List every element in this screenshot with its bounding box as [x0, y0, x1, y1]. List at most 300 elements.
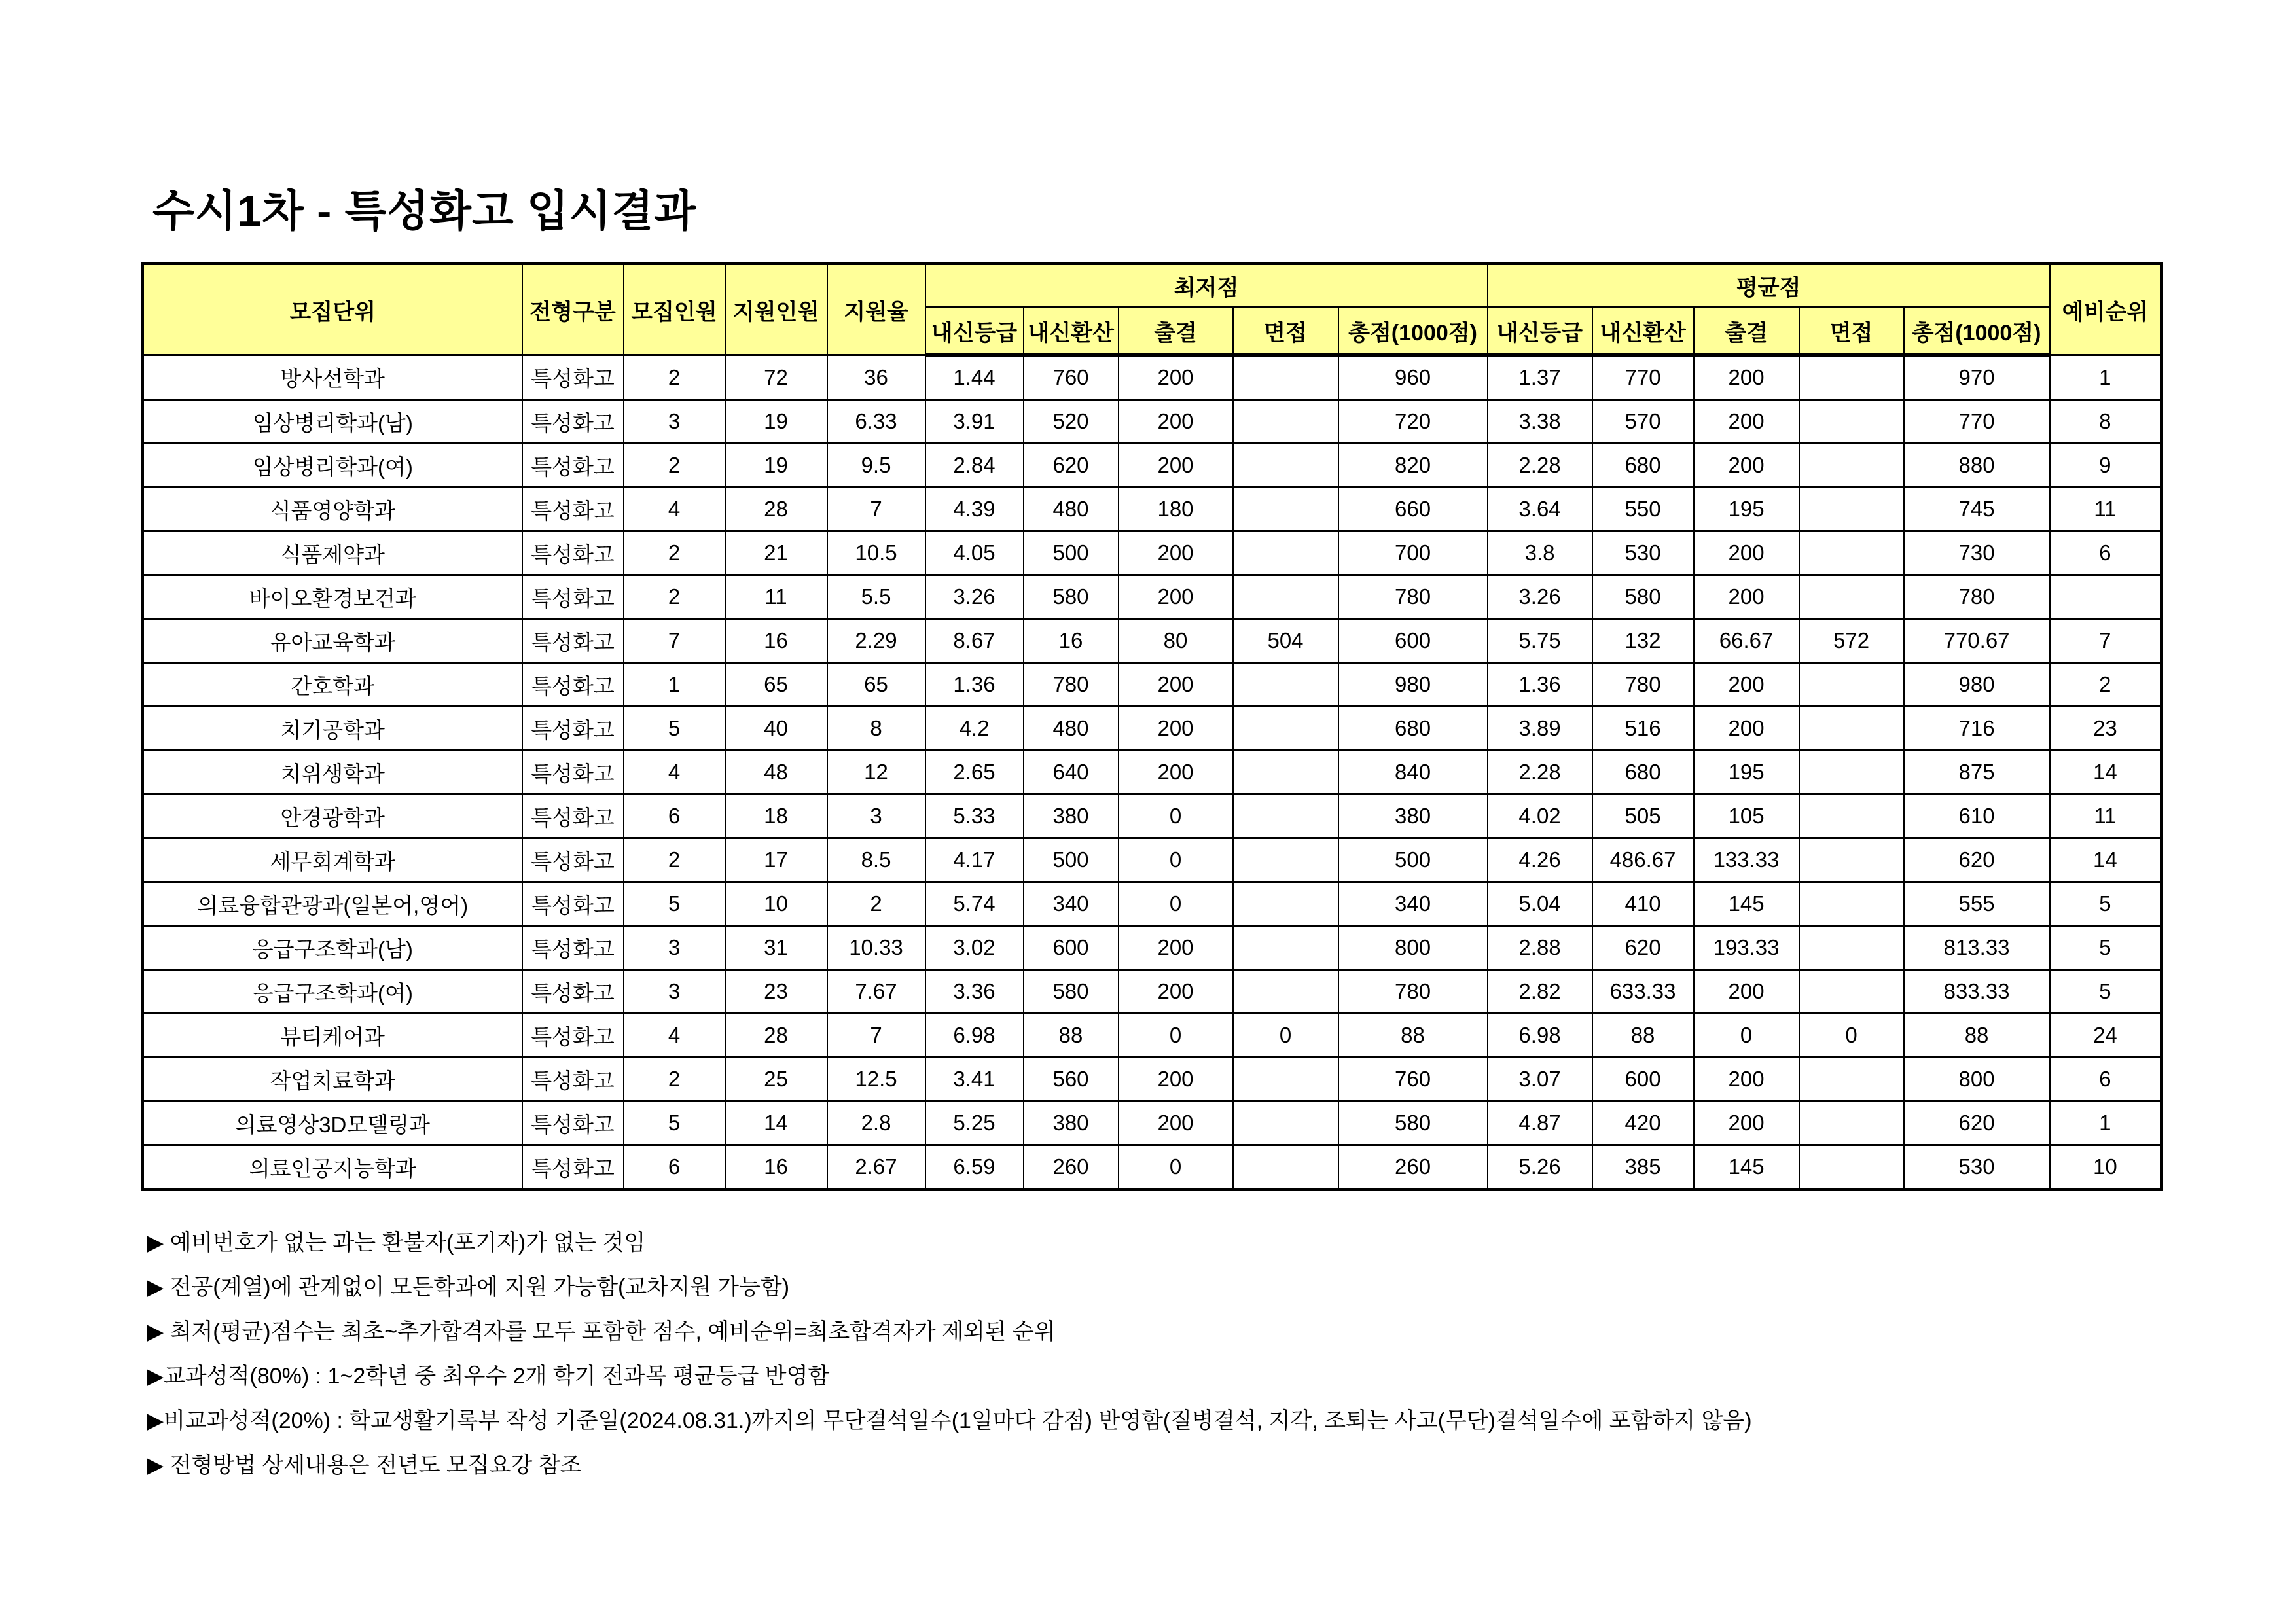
cell-low-gpa-converted: 780	[1024, 663, 1119, 707]
cell-avg-total: 813.33	[1904, 926, 2050, 970]
header-low-attendance: 출결	[1119, 307, 1233, 355]
cell-low-attendance: 200	[1119, 663, 1233, 707]
cell-low-gpa: 3.91	[925, 400, 1024, 444]
cell-low-total: 720	[1338, 400, 1488, 444]
header-admission-type: 전형구분	[522, 264, 624, 355]
cell-low-gpa: 2.84	[925, 444, 1024, 488]
cell-avg-total: 530	[1904, 1145, 2050, 1190]
cell-low-gpa-converted: 380	[1024, 794, 1119, 838]
cell-avg-interview	[1799, 794, 1904, 838]
cell-avg-gpa: 5.75	[1488, 619, 1592, 663]
cell-admission-type: 특성화고	[522, 619, 624, 663]
cell-avg-interview	[1799, 838, 1904, 882]
table-row	[143, 531, 2162, 575]
cell-low-gpa: 3.02	[925, 926, 1024, 970]
cell-low-gpa: 5.33	[925, 794, 1024, 838]
cell-applicant-count: 31	[725, 926, 827, 970]
cell-avg-gpa: 5.26	[1488, 1145, 1592, 1190]
cell-applicant-count: 40	[725, 707, 827, 751]
cell-low-attendance: 0	[1119, 838, 1233, 882]
cell-avg-attendance: 105	[1694, 794, 1799, 838]
cell-applicant-count: 11	[725, 575, 827, 619]
cell-low-gpa: 5.25	[925, 1101, 1024, 1145]
cell-application-rate: 10.33	[827, 926, 925, 970]
cell-avg-total: 620	[1904, 838, 2050, 882]
cell-low-gpa: 1.44	[925, 355, 1024, 400]
cell-low-total: 260	[1338, 1145, 1488, 1190]
cell-low-gpa-converted: 88	[1024, 1014, 1119, 1058]
cell-low-total: 660	[1338, 488, 1488, 531]
cell-avg-interview	[1799, 400, 1904, 444]
cell-department: 임상병리학과(여)	[143, 444, 522, 488]
cell-application-rate: 5.5	[827, 575, 925, 619]
cell-avg-gpa: 6.98	[1488, 1014, 1592, 1058]
cell-low-gpa-converted: 640	[1024, 751, 1119, 794]
cell-avg-gpa-converted: 530	[1592, 531, 1694, 575]
cell-low-gpa-converted: 480	[1024, 488, 1119, 531]
cell-application-rate: 6.33	[827, 400, 925, 444]
cell-application-rate: 2	[827, 882, 925, 926]
cell-avg-gpa-converted: 516	[1592, 707, 1694, 751]
cell-avg-interview	[1799, 707, 1904, 751]
header-group-average: 평균점	[1488, 264, 2050, 307]
cell-low-gpa: 4.05	[925, 531, 1024, 575]
cell-application-rate: 2.8	[827, 1101, 925, 1145]
table-row	[143, 838, 2162, 882]
cell-recruit-count: 3	[624, 400, 725, 444]
cell-low-gpa-converted: 16	[1024, 619, 1119, 663]
cell-application-rate: 7	[827, 488, 925, 531]
table-row	[143, 1058, 2162, 1101]
cell-avg-attendance: 200	[1694, 400, 1799, 444]
cell-low-interview: 504	[1233, 619, 1338, 663]
cell-applicant-count: 18	[725, 794, 827, 838]
cell-low-interview	[1233, 444, 1338, 488]
cell-admission-type: 특성화고	[522, 970, 624, 1014]
cell-application-rate: 2.29	[827, 619, 925, 663]
table-row	[143, 1145, 2162, 1190]
cell-department: 세무회계학과	[143, 838, 522, 882]
table-row	[143, 970, 2162, 1014]
footnote: ▶비교과성적(20%) : 학교생활기록부 작성 기준일(2024.08.31.)까지의 무단결석일수(1일마다 감점) 반영함(질병결석, 지각, 조퇴는 사고(무단)결석일수에 포함하지 않음)	[147, 1408, 1752, 1433]
page-title: 수시1차 - 특성화고 입시결과	[152, 187, 697, 236]
cell-low-attendance: 200	[1119, 400, 1233, 444]
cell-low-gpa-converted: 480	[1024, 707, 1119, 751]
cell-department: 간호학과	[143, 663, 522, 707]
cell-waitlist-rank: 8	[2050, 400, 2162, 444]
cell-avg-attendance: 145	[1694, 1145, 1799, 1190]
cell-low-total: 88	[1338, 1014, 1488, 1058]
cell-avg-attendance: 200	[1694, 355, 1799, 400]
cell-avg-interview	[1799, 663, 1904, 707]
cell-application-rate: 65	[827, 663, 925, 707]
cell-low-attendance: 0	[1119, 1014, 1233, 1058]
cell-low-total: 680	[1338, 707, 1488, 751]
cell-avg-total: 730	[1904, 531, 2050, 575]
header-avg-interview: 면접	[1799, 307, 1904, 355]
cell-low-total: 760	[1338, 1058, 1488, 1101]
cell-low-attendance: 200	[1119, 531, 1233, 575]
cell-low-interview	[1233, 838, 1338, 882]
table-row	[143, 488, 2162, 531]
cell-avg-gpa-converted: 505	[1592, 794, 1694, 838]
cell-avg-attendance: 200	[1694, 1101, 1799, 1145]
cell-low-gpa-converted: 560	[1024, 1058, 1119, 1101]
cell-recruit-count: 3	[624, 926, 725, 970]
cell-waitlist-rank: 11	[2050, 488, 2162, 531]
cell-application-rate: 8.5	[827, 838, 925, 882]
cell-avg-interview	[1799, 970, 1904, 1014]
cell-avg-gpa-converted: 410	[1592, 882, 1694, 926]
cell-applicant-count: 25	[725, 1058, 827, 1101]
cell-avg-total: 716	[1904, 707, 2050, 751]
cell-avg-gpa: 3.26	[1488, 575, 1592, 619]
cell-waitlist-rank: 9	[2050, 444, 2162, 488]
cell-low-interview	[1233, 488, 1338, 531]
cell-department: 식품영양학과	[143, 488, 522, 531]
table-row	[143, 400, 2162, 444]
cell-avg-gpa: 2.28	[1488, 751, 1592, 794]
cell-avg-interview: 572	[1799, 619, 1904, 663]
cell-low-total: 960	[1338, 355, 1488, 400]
cell-avg-attendance: 200	[1694, 575, 1799, 619]
header-avg-total: 총점(1000점)	[1904, 307, 2050, 355]
footnote: ▶ 예비번호가 없는 과는 환불자(포기자)가 없는 것임	[147, 1230, 646, 1255]
table-row	[143, 1101, 2162, 1145]
cell-department: 치기공학과	[143, 707, 522, 751]
cell-low-gpa: 2.65	[925, 751, 1024, 794]
cell-low-gpa-converted: 760	[1024, 355, 1119, 400]
cell-avg-gpa: 4.26	[1488, 838, 1592, 882]
header-row-groups	[143, 264, 2162, 307]
cell-avg-gpa-converted: 570	[1592, 400, 1694, 444]
cell-admission-type: 특성화고	[522, 663, 624, 707]
cell-low-interview	[1233, 1101, 1338, 1145]
cell-avg-total: 780	[1904, 575, 2050, 619]
cell-avg-gpa: 2.82	[1488, 970, 1592, 1014]
cell-application-rate: 2.67	[827, 1145, 925, 1190]
cell-low-gpa: 4.39	[925, 488, 1024, 531]
cell-admission-type: 특성화고	[522, 575, 624, 619]
cell-low-gpa-converted: 520	[1024, 400, 1119, 444]
cell-avg-interview	[1799, 355, 1904, 400]
cell-avg-interview	[1799, 751, 1904, 794]
cell-admission-type: 특성화고	[522, 400, 624, 444]
cell-admission-type: 특성화고	[522, 707, 624, 751]
cell-low-total: 600	[1338, 619, 1488, 663]
cell-avg-interview	[1799, 1101, 1904, 1145]
cell-low-total: 980	[1338, 663, 1488, 707]
table-row	[143, 707, 2162, 751]
cell-waitlist-rank: 2	[2050, 663, 2162, 707]
cell-avg-attendance: 66.67	[1694, 619, 1799, 663]
cell-applicant-count: 10	[725, 882, 827, 926]
cell-recruit-count: 5	[624, 1101, 725, 1145]
cell-low-gpa-converted: 620	[1024, 444, 1119, 488]
cell-application-rate: 8	[827, 707, 925, 751]
cell-low-attendance: 200	[1119, 575, 1233, 619]
cell-recruit-count: 1	[624, 663, 725, 707]
header-low-gpa-converted: 내신환산	[1024, 307, 1119, 355]
header-application-rate: 지원율	[827, 264, 925, 355]
table-row	[143, 751, 2162, 794]
cell-applicant-count: 28	[725, 488, 827, 531]
cell-avg-attendance: 200	[1694, 970, 1799, 1014]
cell-avg-interview: 0	[1799, 1014, 1904, 1058]
cell-waitlist-rank: 10	[2050, 1145, 2162, 1190]
cell-admission-type: 특성화고	[522, 1014, 624, 1058]
admission-results-table	[141, 262, 2163, 1191]
cell-department: 바이오환경보건과	[143, 575, 522, 619]
cell-admission-type: 특성화고	[522, 751, 624, 794]
cell-low-total: 780	[1338, 575, 1488, 619]
header-low-interview: 면접	[1233, 307, 1338, 355]
cell-recruit-count: 6	[624, 1145, 725, 1190]
cell-applicant-count: 48	[725, 751, 827, 794]
cell-applicant-count: 16	[725, 619, 827, 663]
cell-application-rate: 12	[827, 751, 925, 794]
cell-admission-type: 특성화고	[522, 444, 624, 488]
cell-avg-gpa: 4.02	[1488, 794, 1592, 838]
table-row	[143, 926, 2162, 970]
cell-low-attendance: 0	[1119, 794, 1233, 838]
cell-avg-total: 555	[1904, 882, 2050, 926]
cell-low-attendance: 200	[1119, 751, 1233, 794]
table-header	[143, 264, 2162, 355]
footnotes	[147, 1232, 1752, 1499]
cell-recruit-count: 2	[624, 575, 725, 619]
cell-avg-gpa: 3.38	[1488, 400, 1592, 444]
cell-admission-type: 특성화고	[522, 838, 624, 882]
cell-waitlist-rank: 23	[2050, 707, 2162, 751]
cell-waitlist-rank: 5	[2050, 926, 2162, 970]
cell-low-total: 840	[1338, 751, 1488, 794]
header-waitlist-rank: 예비순위	[2050, 264, 2162, 355]
cell-low-interview	[1233, 794, 1338, 838]
cell-applicant-count: 14	[725, 1101, 827, 1145]
cell-avg-total: 970	[1904, 355, 2050, 400]
cell-department: 의료인공지능학과	[143, 1145, 522, 1190]
cell-avg-gpa-converted: 550	[1592, 488, 1694, 531]
cell-waitlist-rank: 5	[2050, 970, 2162, 1014]
cell-admission-type: 특성화고	[522, 1145, 624, 1190]
cell-avg-gpa-converted: 780	[1592, 663, 1694, 707]
cell-application-rate: 7.67	[827, 970, 925, 1014]
cell-applicant-count: 23	[725, 970, 827, 1014]
cell-low-gpa-converted: 500	[1024, 838, 1119, 882]
cell-department: 응급구조학과(남)	[143, 926, 522, 970]
cell-avg-gpa-converted: 486.67	[1592, 838, 1694, 882]
cell-low-attendance: 200	[1119, 926, 1233, 970]
cell-waitlist-rank: 1	[2050, 1101, 2162, 1145]
cell-low-interview	[1233, 663, 1338, 707]
cell-low-gpa: 6.98	[925, 1014, 1024, 1058]
cell-applicant-count: 16	[725, 1145, 827, 1190]
cell-avg-gpa-converted: 88	[1592, 1014, 1694, 1058]
cell-avg-interview	[1799, 882, 1904, 926]
cell-waitlist-rank: 14	[2050, 838, 2162, 882]
cell-low-interview	[1233, 1058, 1338, 1101]
cell-application-rate: 10.5	[827, 531, 925, 575]
cell-recruit-count: 2	[624, 444, 725, 488]
cell-low-attendance: 200	[1119, 1058, 1233, 1101]
cell-low-attendance: 0	[1119, 1145, 1233, 1190]
cell-avg-gpa-converted: 132	[1592, 619, 1694, 663]
cell-low-gpa-converted: 340	[1024, 882, 1119, 926]
cell-waitlist-rank: 1	[2050, 355, 2162, 400]
cell-recruit-count: 4	[624, 1014, 725, 1058]
cell-avg-attendance: 200	[1694, 444, 1799, 488]
cell-avg-gpa: 1.36	[1488, 663, 1592, 707]
cell-recruit-count: 2	[624, 1058, 725, 1101]
table-row	[143, 619, 2162, 663]
cell-avg-interview	[1799, 575, 1904, 619]
cell-avg-gpa: 3.89	[1488, 707, 1592, 751]
cell-low-total: 500	[1338, 838, 1488, 882]
cell-avg-gpa: 4.87	[1488, 1101, 1592, 1145]
cell-avg-gpa-converted: 770	[1592, 355, 1694, 400]
cell-avg-gpa-converted: 680	[1592, 444, 1694, 488]
cell-recruit-count: 5	[624, 707, 725, 751]
cell-avg-gpa-converted: 620	[1592, 926, 1694, 970]
cell-admission-type: 특성화고	[522, 1101, 624, 1145]
cell-avg-gpa-converted: 600	[1592, 1058, 1694, 1101]
cell-avg-attendance: 193.33	[1694, 926, 1799, 970]
cell-avg-total: 770	[1904, 400, 2050, 444]
cell-low-gpa-converted: 380	[1024, 1101, 1119, 1145]
cell-low-attendance: 0	[1119, 882, 1233, 926]
cell-recruit-count: 3	[624, 970, 725, 1014]
cell-low-total: 700	[1338, 531, 1488, 575]
cell-waitlist-rank: 7	[2050, 619, 2162, 663]
cell-avg-gpa: 2.28	[1488, 444, 1592, 488]
cell-avg-interview	[1799, 488, 1904, 531]
cell-low-gpa-converted: 580	[1024, 575, 1119, 619]
cell-admission-type: 특성화고	[522, 926, 624, 970]
cell-avg-attendance: 200	[1694, 1058, 1799, 1101]
cell-avg-gpa-converted: 680	[1592, 751, 1694, 794]
cell-application-rate: 12.5	[827, 1058, 925, 1101]
cell-low-gpa: 6.59	[925, 1145, 1024, 1190]
cell-application-rate: 9.5	[827, 444, 925, 488]
cell-avg-gpa: 3.8	[1488, 531, 1592, 575]
cell-low-attendance: 200	[1119, 355, 1233, 400]
cell-avg-total: 800	[1904, 1058, 2050, 1101]
table-row	[143, 444, 2162, 488]
cell-applicant-count: 28	[725, 1014, 827, 1058]
cell-avg-attendance: 133.33	[1694, 838, 1799, 882]
cell-waitlist-rank: 5	[2050, 882, 2162, 926]
cell-low-interview	[1233, 575, 1338, 619]
cell-avg-attendance: 200	[1694, 663, 1799, 707]
cell-admission-type: 특성화고	[522, 794, 624, 838]
cell-low-attendance: 200	[1119, 1101, 1233, 1145]
cell-low-interview	[1233, 970, 1338, 1014]
cell-avg-attendance: 145	[1694, 882, 1799, 926]
cell-department: 치위생학과	[143, 751, 522, 794]
cell-admission-type: 특성화고	[522, 355, 624, 400]
cell-application-rate: 3	[827, 794, 925, 838]
cell-avg-total: 620	[1904, 1101, 2050, 1145]
footnote: ▶ 전공(계열)에 관계없이 모든학과에 지원 가능함(교차지원 가능함)	[147, 1275, 790, 1300]
cell-avg-interview	[1799, 1145, 1904, 1190]
cell-low-attendance: 200	[1119, 444, 1233, 488]
cell-low-interview	[1233, 882, 1338, 926]
cell-avg-gpa: 1.37	[1488, 355, 1592, 400]
table-row	[143, 663, 2162, 707]
cell-low-gpa-converted: 500	[1024, 531, 1119, 575]
header-avg-gpa-converted: 내신환산	[1592, 307, 1694, 355]
cell-department: 유아교육학과	[143, 619, 522, 663]
cell-applicant-count: 72	[725, 355, 827, 400]
cell-low-total: 380	[1338, 794, 1488, 838]
cell-low-gpa: 5.74	[925, 882, 1024, 926]
cell-waitlist-rank: 6	[2050, 531, 2162, 575]
cell-low-gpa: 3.36	[925, 970, 1024, 1014]
footnote: ▶ 최저(평균)점수는 최초~추가합격자를 모두 포함한 점수, 예비순위=최초합격자가 제외된 순위	[147, 1319, 1056, 1344]
cell-low-interview	[1233, 355, 1338, 400]
cell-recruit-count: 7	[624, 619, 725, 663]
cell-low-interview	[1233, 400, 1338, 444]
header-group-lowest: 최저점	[925, 264, 1488, 307]
cell-avg-total: 880	[1904, 444, 2050, 488]
cell-application-rate: 36	[827, 355, 925, 400]
cell-low-total: 340	[1338, 882, 1488, 926]
cell-department: 뷰티케어과	[143, 1014, 522, 1058]
cell-avg-interview	[1799, 1058, 1904, 1101]
cell-low-attendance: 200	[1119, 707, 1233, 751]
cell-waitlist-rank: 24	[2050, 1014, 2162, 1058]
cell-recruit-count: 6	[624, 794, 725, 838]
cell-avg-total: 745	[1904, 488, 2050, 531]
cell-avg-total: 875	[1904, 751, 2050, 794]
cell-low-gpa: 4.17	[925, 838, 1024, 882]
cell-department: 의료영상3D모델링과	[143, 1101, 522, 1145]
cell-waitlist-rank: 6	[2050, 1058, 2162, 1101]
cell-avg-interview	[1799, 444, 1904, 488]
cell-avg-total: 770.67	[1904, 619, 2050, 663]
cell-low-total: 800	[1338, 926, 1488, 970]
cell-avg-gpa: 5.04	[1488, 882, 1592, 926]
cell-avg-attendance: 200	[1694, 531, 1799, 575]
cell-recruit-count: 2	[624, 838, 725, 882]
cell-recruit-count: 5	[624, 882, 725, 926]
cell-avg-total: 833.33	[1904, 970, 2050, 1014]
table-row	[143, 882, 2162, 926]
cell-applicant-count: 17	[725, 838, 827, 882]
cell-low-attendance: 200	[1119, 970, 1233, 1014]
cell-avg-attendance: 0	[1694, 1014, 1799, 1058]
cell-low-gpa: 3.26	[925, 575, 1024, 619]
cell-department: 방사선학과	[143, 355, 522, 400]
cell-avg-interview	[1799, 926, 1904, 970]
cell-low-interview	[1233, 531, 1338, 575]
cell-department: 임상병리학과(남)	[143, 400, 522, 444]
header-department: 모집단위	[143, 264, 522, 355]
cell-recruit-count: 4	[624, 751, 725, 794]
cell-avg-gpa: 2.88	[1488, 926, 1592, 970]
cell-avg-gpa: 3.07	[1488, 1058, 1592, 1101]
header-avg-gpa: 내신등급	[1488, 307, 1592, 355]
cell-low-interview	[1233, 926, 1338, 970]
cell-recruit-count: 2	[624, 355, 725, 400]
cell-avg-total: 610	[1904, 794, 2050, 838]
cell-applicant-count: 19	[725, 400, 827, 444]
cell-department: 안경광학과	[143, 794, 522, 838]
cell-recruit-count: 4	[624, 488, 725, 531]
cell-avg-gpa-converted: 633.33	[1592, 970, 1694, 1014]
cell-avg-gpa-converted: 385	[1592, 1145, 1694, 1190]
